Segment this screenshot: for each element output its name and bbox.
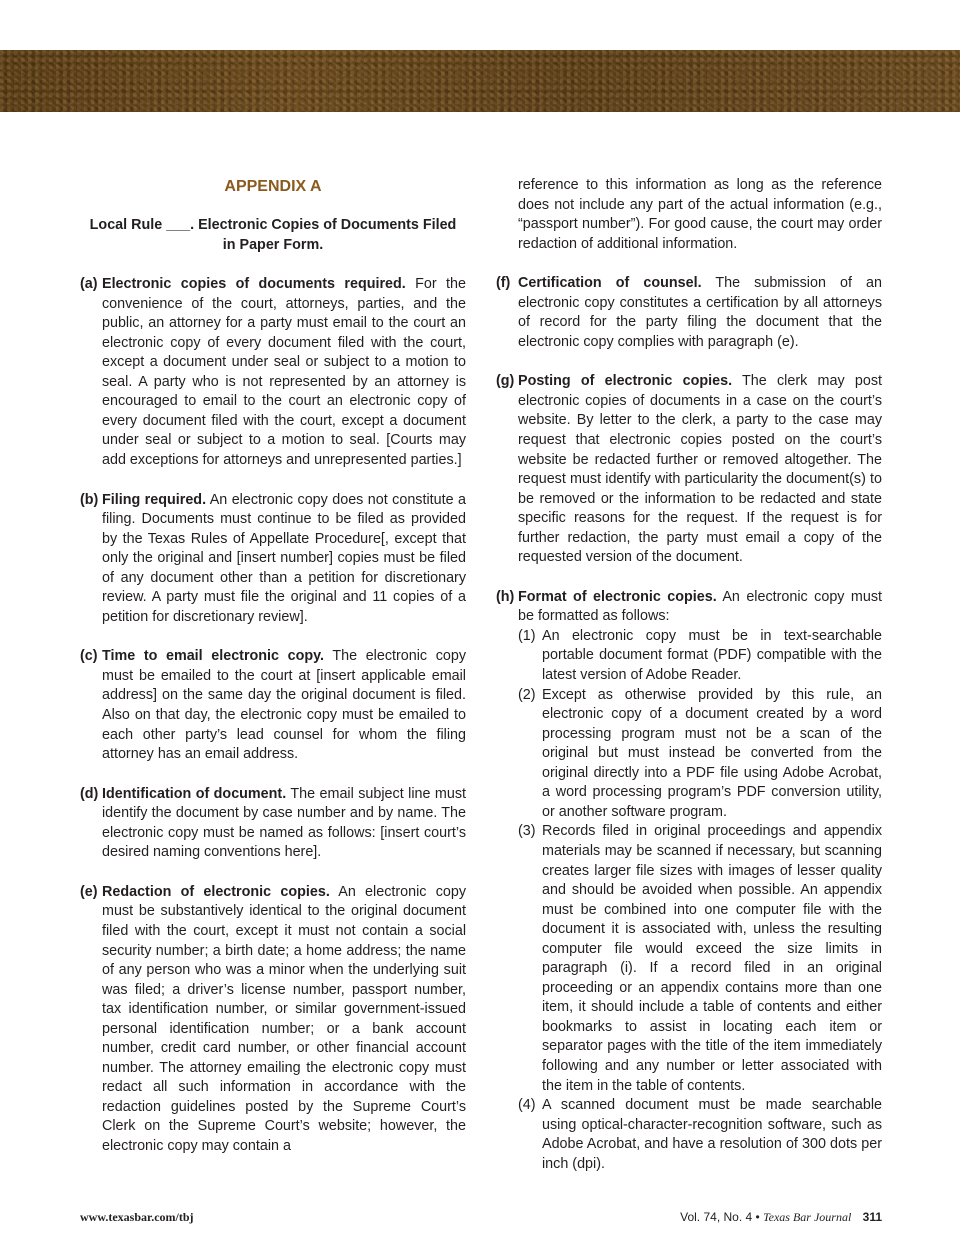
section-f-heading: Certification of counsel.: [518, 275, 702, 292]
section-e-label: (e): [80, 883, 98, 900]
section-b-heading: Filing required.: [102, 491, 207, 508]
section-h-item-number: (1): [518, 627, 536, 644]
section-c-label: (c): [80, 648, 98, 665]
page-footer: [80, 1208, 882, 1226]
section-h: [496, 588, 882, 1174]
footer-volume: Vol. 74, No. 4 •: [680, 1210, 760, 1224]
section-h-item: [496, 822, 882, 1096]
section-d-heading: Identification of document.: [102, 785, 287, 802]
section-h-item-text: Except as otherwise provided by this rule, an electronic copy of a document created by a word processing program must not be a scan of the original but must instead be converted from the original directly into a PDF file using Adobe Acrobat, a word processing program’s PDF conversion utility, or another software program.: [542, 686, 882, 820]
section-e-continued: [496, 176, 882, 254]
section-h-item-number: (3): [518, 823, 536, 840]
section-e: [80, 883, 466, 1157]
footer-journal-name: Texas Bar Journal: [763, 1210, 852, 1224]
footer-publication-info: [680, 1208, 882, 1226]
rule-title-line2: in Paper Form.: [222, 236, 324, 253]
section-d: [80, 785, 466, 863]
section-h-item-number: (4): [518, 1097, 536, 1114]
section-g-label: (g): [496, 373, 515, 390]
footer-url[interactable]: www.texasbar.com/tbj: [80, 1210, 194, 1224]
appendix-title: APPENDIX A: [224, 178, 322, 195]
header-banner: [0, 50, 960, 112]
section-d-body: The email subject line must identify the document by case number and by name. The electronic copy must be named as follows: [insert court’s desired naming conventions here].: [102, 785, 466, 861]
section-g: [496, 372, 882, 567]
section-a-body: For the convenience of the court, attorneys, parties, and the public, an attorney for a party must email to the court an electronic copy of every document filed with the court, except a document under seal or subject to a motion to seal. A party who is not represented by an attorney is encouraged to email to the court an electronic copy of every document filed with the court, except a document under seal or subject to a motion to seal. [Courts may add exceptions for attorneys and unrepresented parties.]: [102, 276, 466, 469]
rule-title: [80, 216, 466, 255]
section-f-body: The submission of an electronic copy constitutes a certification by all attorneys of record for the party filing the document that the electronic copy complies with paragraph (e).: [518, 275, 882, 350]
section-h-item-number: (2): [518, 686, 536, 703]
section-h-heading: Format of electronic copies.: [518, 588, 717, 605]
section-g-heading: Posting of electronic copies.: [518, 373, 733, 390]
section-c-heading: Time to email electronic copy.: [102, 648, 325, 665]
footer-page-number: 311: [862, 1210, 882, 1224]
section-h-intro: [496, 588, 882, 627]
section-h-label: (h): [496, 588, 515, 605]
section-e-continued-text: reference to this information as long as the reference does not include any part of the actual information (e.g., “passport number”). For good cause, the court may order redaction of additional information.: [518, 177, 882, 252]
section-a-heading: Electronic copies of documents required.: [102, 276, 406, 293]
section-e-body: An electronic copy must be substantively identical to the original document filed with the court, except it must not contain a social security number; a birth date; a home address; the name of any person who was a minor when the underlying suit was filed; a driver’s license number, passport number, tax identification number, or similar government-issued personal identification number; or a bank account number, credit card number, or other financial account number. The attorney emailing the electronic copy must redact all such information in accordance with the redaction guidelines posted by the Supreme Court’s Clerk on the Supreme Court’s website; however, the electronic copy may contain a: [102, 883, 466, 1154]
right-column: [496, 176, 882, 1174]
section-a-label: (a): [80, 276, 98, 293]
section-h-body: An electronic copy must be formatted as follows:: [518, 588, 882, 625]
section-h-item: [496, 627, 882, 686]
section-h-item: [496, 686, 882, 823]
section-f: [496, 274, 882, 352]
section-g-body: The clerk may post electronic copies of documents in a case on the court’s website. By letter to the clerk, a party to the case may request that electronic copies posted on the court’s website be redacted further or removed altogether. The request must identify with particularity the document(s) to be removed or the information to be redacted and state specific reasons for the request. If the request is for further redaction, the party must email a copy of the requested version of the document.: [518, 373, 882, 566]
section-h-item: [496, 1096, 882, 1174]
section-h-item-text: An electronic copy must be in text-searchable portable document format (PDF) compatible with the latest version of Adobe Reader.: [542, 627, 882, 684]
rule-title-line1: Local Rule ___. Electronic Copies of Documents Filed: [89, 217, 457, 233]
section-h-item-text: Records filed in original proceedings and appendix materials may be scanned if necessary, but scanning creates larger file sizes with images of lesser quality and should be avoided when possible. An appendix must be combined into one computer file with the document it is associated with, unless the resulting computer file would exceed the size limits in paragraph (i). If a record filed in an original proceeding or an appendix contains more than one item, it should include a table of contents and either bookmarks to assist in locating each item or separator pages with the title of the item immediately following and any number or letter associated with the item in the table of contents.: [542, 823, 882, 1094]
section-c-body: The electronic copy must be emailed to the court at [insert applicable email address] on the same day the original document is filed. Also on that day, the electronic copy must be emailed to each other party’s lead counsel for whom the filing attorney has an email address.: [102, 648, 466, 763]
section-d-label: (d): [80, 785, 99, 802]
section-a: [80, 275, 466, 470]
section-b-body: An electronic copy does not constitute a filing. Documents must continue to be filed as provided by the Texas Rules of Appellate Procedure[, except that only the original and [insert number] copies must be filed of any document other than a petition for discretionary review. A party must file the original and 11 copies of a petition for discretionary review].: [102, 491, 466, 625]
section-h-item-text: A scanned document must be made searchable using optical-character-recognition software, such as Adobe Acrobat, and have a resolution of 300 dots per inch (dpi).: [542, 1097, 882, 1172]
left-column: [80, 176, 466, 1157]
section-b: [80, 491, 466, 628]
section-c: [80, 647, 466, 764]
section-b-label: (b): [80, 491, 99, 508]
section-e-heading: Redaction of electronic copies.: [102, 883, 330, 900]
section-f-label: (f): [496, 275, 511, 292]
